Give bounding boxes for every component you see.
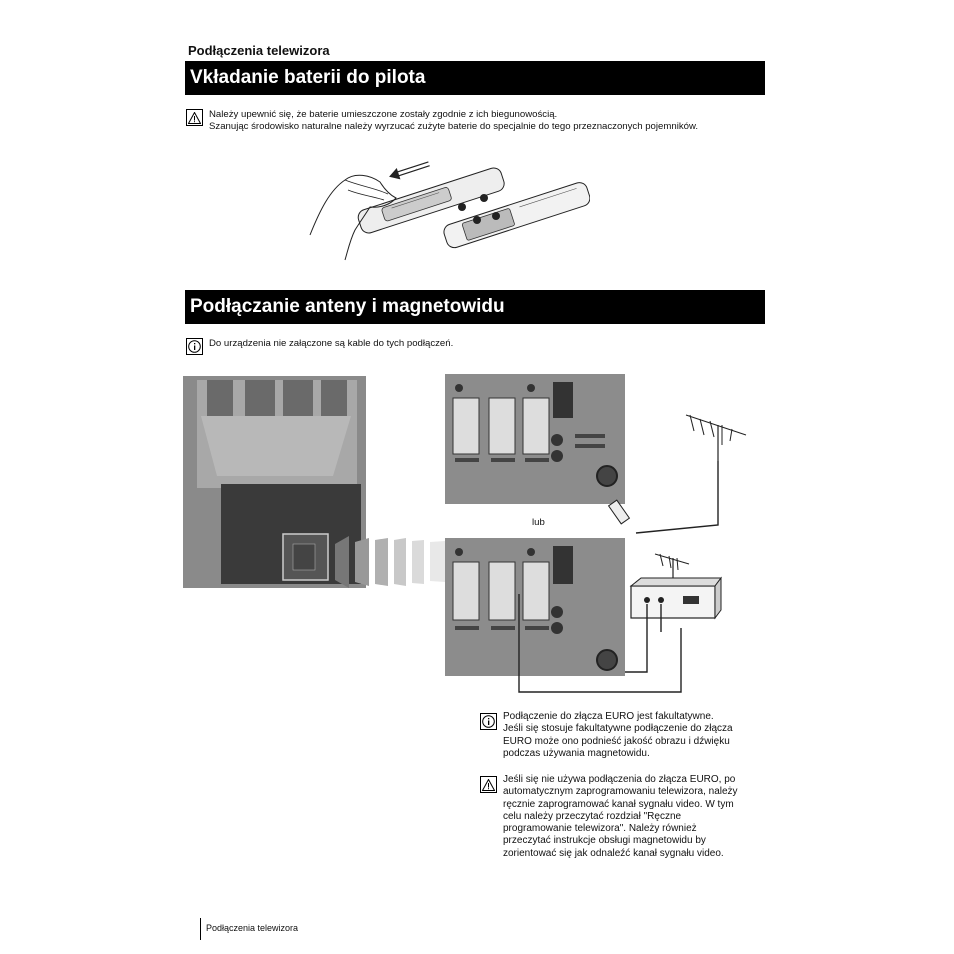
section-title-batteries: Vkładanie baterii do pilota bbox=[185, 61, 765, 95]
warning-line-2: automatycznym zaprogramowaniu telewizora, należy bbox=[503, 786, 738, 798]
antenna-cable-diagram-top bbox=[600, 405, 750, 545]
battery-insertion-illustration bbox=[300, 150, 590, 265]
footer-rule bbox=[200, 918, 201, 940]
warning-line-5: programowanie telewizora". Należy również bbox=[503, 823, 697, 835]
euro-info-line-1: Podłączenie do złącza EURO jest fakultatywne. bbox=[503, 711, 714, 722]
info-icon bbox=[480, 713, 497, 730]
euro-info-line-3: EURO może ono podnieść jakość obrazu i dźwięku bbox=[503, 735, 730, 747]
warning-line-7: zorientować się jak odnaleźć kanał sygnału video. bbox=[503, 847, 724, 859]
page-section-label: Podłączenia telewizora bbox=[188, 43, 330, 58]
battery-warning-line-1: Należy upewnić się, że baterie umieszczone zostały zgodnie z ich biegunowością. bbox=[209, 109, 558, 120]
euro-connector-info-note bbox=[503, 711, 733, 760]
warning-line-3: ręcznie zaprogramować kanał sygnału video. W tym bbox=[503, 798, 734, 810]
battery-warning-line-2: Szanując środowisko naturalne należy wyrzucać zużyte baterie do specjalnie do tego przeznaczonych pojemników. bbox=[209, 121, 699, 132]
section-title-antenna-vcr: Podłączanie anteny i magnetowidu bbox=[185, 290, 765, 324]
vcr-connection-diagram bbox=[515, 548, 725, 696]
or-label: lub bbox=[532, 517, 545, 528]
warning-triangle-icon bbox=[480, 776, 497, 793]
info-icon bbox=[186, 338, 203, 355]
manual-programming-warning-note bbox=[503, 774, 738, 860]
warning-triangle-icon bbox=[186, 109, 203, 126]
tv-rear-photo bbox=[183, 376, 448, 591]
euro-info-line-4: podczas używania magnetowidu. bbox=[503, 747, 650, 759]
warning-line-1: Jeśli się nie używa podłączenia do złącza EURO, po bbox=[503, 774, 736, 785]
warning-line-6: przeczytać instrukcje obsługi magnetowidu by bbox=[503, 835, 706, 847]
euro-info-line-2: Jeśli się stosuje fakultatywne podłączenie do złącza bbox=[503, 723, 733, 735]
cables-info-text: Do urządzenia nie załączone są kable do tych podłączeń. bbox=[209, 338, 454, 349]
warning-line-4: celu należy przeczytać rozdział "Ręczne bbox=[503, 810, 682, 822]
footer-label: Podłączenia telewizora bbox=[206, 923, 299, 933]
